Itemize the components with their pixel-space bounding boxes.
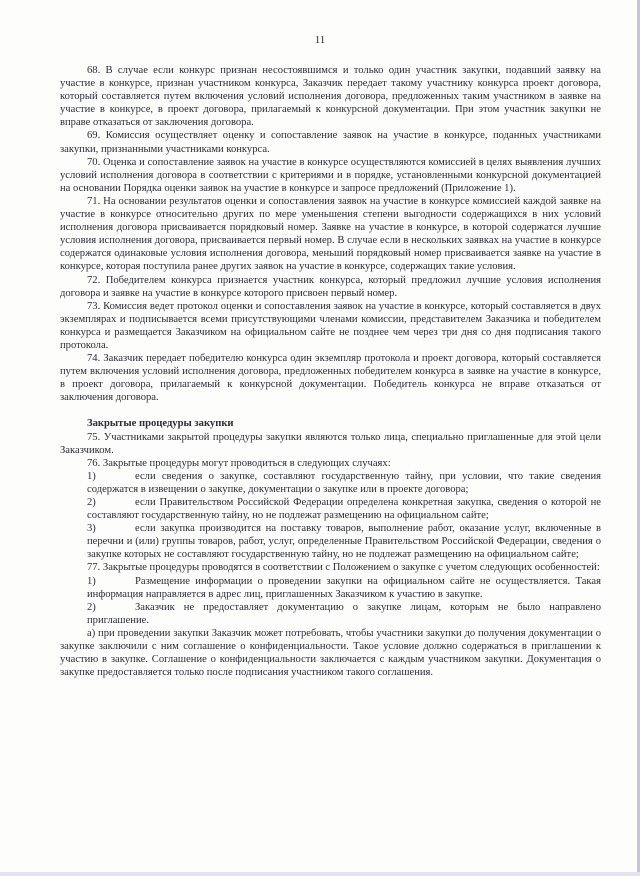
paragraph-71: 71. На основании результатов оценки и сопоставления заявок на участие в конкурсе комиссией каждой заявке на участие в конкурсе относительно других по мере уменьшения степени выгодности содержащихся в них условий исполнения договора присваивается порядковый номер. Заявке на участие в конкурсе, в которой содержатся лучшие условия исполнения договора, присваивается первый номер. В случае если в нескольких заявках на участие в конкурсе содержатся одинаковые условия исполнения договора, меньший порядковый номер присваивается заявке на участие в конкурсе, которая поступила ранее других заявок на участие в конкурсе, содержащих такие условия. [60, 195, 601, 273]
page-number: 11 [314, 34, 326, 46]
feature-item-text: Заказчик не предоставляет документацию о закупке лицам, которым не было направлено приглашение. [87, 601, 601, 626]
feature-item-number: 2) [87, 601, 96, 613]
case-item-text: если закупка производится на поставку товаров, выполнение работ, оказание услуг, включенные в перечни и (или) группы товаров, работ, услуг, определенные Правительством Российской Федерации, сведения о закупке которых не составляют государственную тайну, но не подлежат размещению на официальном сайте; [87, 523, 601, 561]
paragraph-68: 68. В случае если конкурс признан несостоявшимся и только один участник закупки, подавший заявку на участие в конкурсе, признан участником конкурса, Заказчик передает такому участнику конкурса проект договора, который составляется путем включения условий исполнения договора, предложенных таким участником в заявке на участие в конкурсе, в проект договора, прилагаемый к конкурсной документации. При этом участник закупки не вправе отказаться от заключения договора. [60, 65, 601, 129]
case-item-1 [60, 470, 601, 496]
section-heading: Закрытые процедуры закупки [87, 418, 234, 430]
paragraph-77: 77. Закрытые процедуры проводятся в соответствии с Положением о закупке с учетом следующих особенностей: [87, 562, 600, 574]
scan-bottom-edge [0, 872, 640, 876]
paragraph-76: 76. Закрытые процедуры могут проводиться в следующих случаях: [87, 457, 391, 469]
paragraph-75: 75. Участниками закрытой процедуры закупки являются только лица, специально приглашенные для этой цели Заказчиком. [60, 431, 601, 456]
feature-item-text: Размещение информации о проведении закупки на официальном сайте не осуществляется. Такая информация направляется в адрес лиц, приглашенных Заказчиком к участию в закупке. [87, 575, 601, 600]
case-item-number: 3) [87, 523, 96, 535]
case-item-number: 2) [87, 497, 96, 508]
case-item-number: 1) [87, 470, 96, 482]
subparagraph-a: а) при проведении закупки Заказчик может потребовать, чтобы участники закупки до получения документации о закупке заключили с ним соглашение о конфиденциальности. Такое условие должно содержаться в приглашении к участию в закупке. Соглашение о конфиденциальности заключается с каждым участником закупки. Документация о закупке предоставляется только после подписания участником такого соглашения. [60, 627, 601, 679]
section-spacer [60, 404, 601, 417]
case-item-2 [60, 496, 601, 522]
feature-item-number: 1) [87, 575, 96, 587]
paragraph-73: 73. Комиссия ведет протокол оценки и сопоставления заявок на участие в конкурсе, который составляется в двух экземплярах и подписывается всеми присутствующими членами комиссии, представителем Заказчика и победителем конкурса и размещается Заказчиком на официальном сайте не позднее чем через три дня со дня подписания такого протокола. [60, 300, 601, 351]
document-body [60, 64, 601, 679]
paragraph-74: 74. Заказчик передает победителю конкурса один экземпляр протокола и проект договора, который составляется путем включения условий исполнения договора, предложенных победителем конкурса в заявке на участие в конкурсе, в проект договора, прилагаемый к конкурсной документации. Победитель конкурса не вправе отказаться от заключения договора. [60, 353, 601, 404]
case-item-3 [60, 522, 601, 561]
case-item-text: если сведения о закупке, составляют государственную тайну, при условии, что такие сведения содержатся в извещении о закупке, документации о закупке или в проекте договора; [87, 470, 601, 495]
paragraph-72: 72. Победителем конкурса признается участник конкурса, который предложил лучшие условия исполнения договора и заявке на участие в конкурсе которого присвоен первый номер. [60, 274, 601, 299]
case-item-text: если Правительством Российской Федерации определена конкретная закупка, сведения о которой не составляют государственную тайну, но не подлежат размещению на официальном сайте; [87, 497, 601, 522]
feature-item-1 [60, 575, 601, 601]
paragraph-70: 70. Оценка и сопоставление заявок на участие в конкурсе осуществляются комиссией в целях выявления лучших условий исполнения договора в соответствии с критериями и в порядке, установленными конкурсной документацией на основании Порядка оценки заявок на участие в конкурсе и запросе предложений (Приложение 1). [60, 156, 601, 194]
paragraph-69: 69. Комиссия осуществляет оценку и сопоставление заявок на участие в конкурсе, поданных участниками закупки, признанными участниками конкурса. [60, 130, 601, 155]
feature-item-2 [60, 601, 601, 627]
